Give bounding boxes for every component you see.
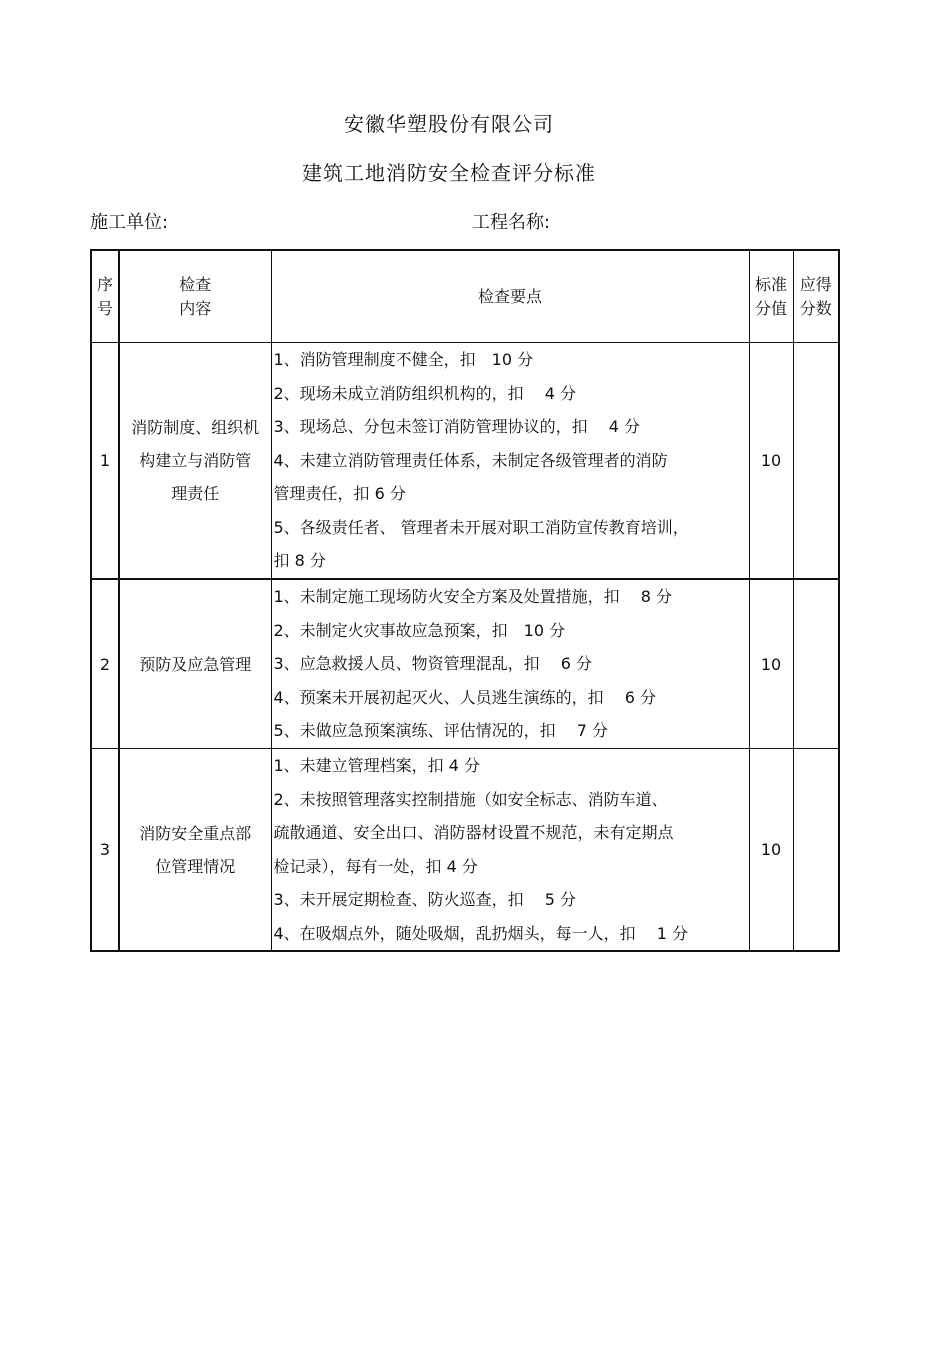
point-item: 4、预案未开展初起灭火、人员逃生演练的，扣 6 分 bbox=[273, 687, 657, 707]
row-points bbox=[271, 579, 749, 749]
point-item: 4、未建立消防管理责任体系，未制定各级管理者的消防 bbox=[273, 450, 668, 470]
document-title: 建筑工地消防安全检查评分标准 bbox=[302, 161, 596, 185]
point-item: 5、未做应急预案演练、评估情况的，扣 7 分 bbox=[273, 721, 609, 741]
row-content: 预防及应急管理 bbox=[119, 579, 271, 749]
point-item: 3、现场总、分包未签订消防管理协议的，扣 4 分 bbox=[273, 417, 641, 437]
point-item: 2、现场未成立消防组织机构的，扣 4 分 bbox=[273, 383, 577, 403]
row-standard-score: 10 bbox=[749, 343, 793, 580]
table-row bbox=[91, 579, 839, 749]
row-number: 3 bbox=[91, 749, 119, 952]
row-content: 消防制度、组织机 构建立与消防管 理责任 bbox=[119, 343, 271, 580]
row-standard-score: 10 bbox=[749, 579, 793, 749]
header-standard-score: 标准 分值 bbox=[749, 250, 793, 343]
header-no: 序 号 bbox=[91, 250, 119, 343]
row-standard-score: 10 bbox=[749, 749, 793, 952]
point-item: 1、未建立管理档案，扣 4 分 bbox=[273, 756, 481, 775]
header-points: 检查要点 bbox=[271, 250, 749, 343]
row-points bbox=[271, 343, 749, 580]
point-item: 3、未开展定期检查、防火巡查，扣 5 分 bbox=[273, 890, 577, 909]
point-item: 管理责任，扣 6 分 bbox=[273, 484, 406, 504]
company-name: 安徽华塑股份有限公司 bbox=[344, 112, 554, 136]
point-item: 2、未制定火灾事故应急预案，扣 10 分 bbox=[273, 620, 566, 640]
table-header-row bbox=[91, 250, 839, 343]
point-item: 1、消防管理制度不健全，扣 10 分 bbox=[273, 350, 534, 370]
row-obtained-score[interactable] bbox=[793, 579, 839, 749]
project-name-label: 工程名称: bbox=[472, 212, 551, 233]
point-item: 疏散通道、安全出口、消防器材设置不规范，未有定期点 bbox=[273, 823, 674, 842]
point-item: 3、应急救援人员、物资管理混乱，扣 6 分 bbox=[273, 654, 593, 674]
table-row bbox=[91, 343, 839, 580]
table-row bbox=[91, 749, 839, 952]
point-item: 2、未按照管理落实控制措施（如安全标志、消防车道、 bbox=[273, 789, 668, 809]
point-item: 4、在吸烟点外，随处吸烟，乱扔烟头，每一人，扣 1 分 bbox=[273, 923, 689, 943]
row-number: 1 bbox=[91, 343, 119, 580]
point-item: 扣 8 分 bbox=[273, 551, 326, 571]
point-item: 1、未制定施工现场防火安全方案及处置措施，扣 8 分 bbox=[273, 587, 673, 607]
row-content: 消防安全重点部 位管理情况 bbox=[119, 749, 271, 952]
header-obtained-score: 应得 分数 bbox=[793, 250, 839, 343]
header-content: 检查 内容 bbox=[119, 250, 271, 343]
row-points bbox=[271, 749, 749, 952]
inspection-score-table bbox=[90, 249, 840, 952]
row-obtained-score[interactable] bbox=[793, 343, 839, 580]
row-number: 2 bbox=[91, 579, 119, 749]
row-obtained-score[interactable] bbox=[793, 749, 839, 952]
construction-unit-label: 施工单位: bbox=[90, 212, 169, 233]
point-item: 检记录），每有一处，扣 4 分 bbox=[273, 856, 478, 876]
point-item: 5、各级责任者、 管理者未开展对职工消防宣传教育培训， bbox=[273, 517, 689, 537]
